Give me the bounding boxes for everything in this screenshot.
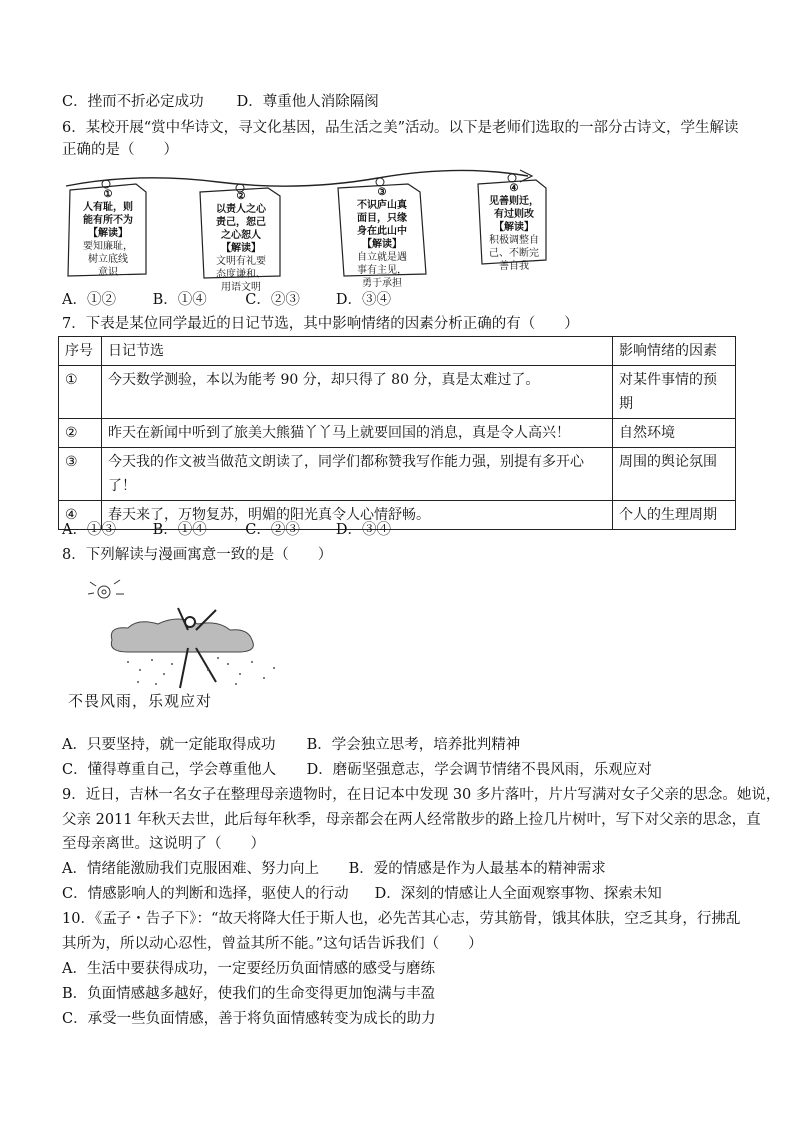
q10-option-c[interactable]: C．承受一些负面情感，善于将负面情感转变为成长的助力 [62, 1011, 436, 1027]
q10-option-b[interactable]: B．负面情感越多越好，使我们的生命变得更加饱满与丰盈 [62, 986, 436, 1002]
table-row [59, 419, 736, 448]
q6-option-b[interactable]: B．①④ [152, 292, 207, 308]
tag-3-num: ③ [377, 187, 387, 198]
row-text: 春天来了，万物复苏，明媚的阳光真令人心情舒畅。 [102, 501, 613, 530]
tag-1-line: 人有耻，则 [83, 202, 133, 213]
q8-option-c[interactable]: C．懂得尊重自己，学会尊重他人 [62, 762, 277, 778]
q9-option-b[interactable]: B．爱的情感是作为人最基本的精神需求 [348, 861, 606, 877]
tag-3-note: 自立就是遇 [357, 252, 407, 263]
tag-3-note: 事有主见， [357, 265, 407, 276]
rain-figure-icon [68, 578, 308, 690]
tag-3-line: 不识庐山真 [357, 200, 407, 211]
q7-option-a[interactable]: A．①③ [62, 522, 116, 538]
q6-tags-illustration [58, 164, 548, 293]
q10-stem-line2: 其所为，所以动心忍性，曾益其所不能。”这句话告诉我们（ ） [62, 936, 483, 952]
tag-4-note: 善自我 [499, 261, 529, 272]
tag-3-line: 面目，只缘 [357, 213, 407, 224]
row-factor: 周围的舆论氛围 [613, 448, 736, 501]
q9-option-a[interactable]: A．情绪能激励我们克服困难、努力向上 [62, 861, 319, 877]
tag-1-note-title: 【解读】 [88, 228, 128, 239]
q6-stem-line1: 6．某校开展“赏中华诗文，寻文化基因，品生活之美”活动。以下是老师们选取的一部分古诗文，学生解读 [62, 120, 739, 136]
tag-2-line: 责己，恕己 [216, 217, 266, 228]
q9-option-c[interactable]: C．情感影响人的判断和选择，驱使人的行动 [62, 886, 349, 902]
q5-option-c[interactable]: C．挫而不折必定成功 [62, 94, 204, 110]
tag-4-num: ④ [509, 183, 519, 194]
header-factor: 影响情绪的因素 [613, 337, 736, 366]
tag-2-note: 用语文明 [221, 282, 261, 293]
row-no: ③ [59, 448, 102, 501]
q7-stem: 7．下表是某位同学最近的日记节选，其中影响情绪的因素分析正确的有（ ） [62, 316, 579, 332]
tag-1-num: ① [103, 189, 113, 200]
q9-stem-line1: 9．近日，吉林一名女子在整理母亲遗物时，在日记本中发现 30 多片落叶，片片写满对女子父亲的思念。她说， [62, 787, 781, 803]
tag-3-line: 身在此山中 [357, 226, 407, 237]
tag-3-note-title: 【解读】 [362, 239, 402, 250]
q9-option-d[interactable]: D．深刻的情感让人全面观察事物、探索未知 [374, 886, 662, 902]
q7-option-d[interactable]: D．③④ [335, 522, 391, 538]
q9-stem-line2: 父亲 2011 年秋天去世，此后每年秋季，母亲都会在两人经常散步的路上捡几片树叶，写下对父亲的思念，直 [62, 812, 761, 828]
q7-option-b[interactable]: B．①④ [152, 522, 207, 538]
q8-option-d[interactable]: D．磨砺坚强意志，学会调节情绪不畏风雨，乐观应对 [306, 762, 652, 778]
tag-4-note: 积极调整自 [489, 235, 539, 246]
row-text: 今天我的作文被当做范文朗读了，同学们都称赞我写作能力强，别提有多开心了！ [102, 448, 613, 501]
tag-2-line: 以责人之心 [216, 204, 266, 215]
tag-2-note-title: 【解读】 [221, 243, 261, 254]
diary-table [58, 336, 736, 530]
table-row [59, 448, 736, 501]
tag-2-note: 文明有礼要 [216, 256, 266, 267]
q6-options-row [62, 290, 391, 310]
q8-option-b[interactable]: B．学会独立思考，培养批判精神 [306, 737, 521, 753]
cartoon-caption: 不畏风雨，乐观应对 [68, 692, 213, 710]
row-factor: 个人的生理周期 [613, 501, 736, 530]
q5-option-d[interactable]: D．尊重他人消除隔阂 [236, 94, 379, 110]
tag-1-note: 要知廉耻， [83, 241, 133, 252]
tag-2[interactable] [204, 190, 278, 294]
q6-option-c[interactable]: C．②③ [245, 292, 300, 308]
q9-stem-line3: 至母亲离世。这说明了（ ） [62, 836, 265, 852]
q8-options-row-2 [62, 760, 652, 780]
q6-stem-line2: 正确的是（ ） [62, 142, 178, 158]
tag-1[interactable] [72, 188, 144, 279]
tag-4-line: 见善则迁， [489, 196, 539, 207]
tag-3-note: 勇于承担 [362, 278, 402, 289]
tag-2-note: 态度谦和、 [216, 269, 266, 280]
table-row [59, 366, 736, 419]
q6-option-d[interactable]: D．③④ [335, 292, 391, 308]
tag-4-note: 己、不断完 [489, 248, 539, 259]
header-text: 日记节选 [102, 337, 613, 366]
q7-options-row [62, 520, 391, 540]
q5-options-row [62, 92, 379, 112]
tag-4-line: 有过则改 [494, 209, 534, 220]
tag-1-note: 意识 [98, 267, 118, 278]
row-no: ④ [59, 501, 102, 530]
tag-4-note-title: 【解读】 [494, 222, 534, 233]
cartoon-image [68, 578, 308, 710]
q8-option-a[interactable]: A．只要坚持，就一定能取得成功 [62, 737, 276, 753]
tag-4[interactable] [482, 182, 546, 273]
tag-2-num: ② [236, 191, 246, 202]
q9-options-row-1 [62, 859, 606, 879]
q8-stem: 8．下列解读与漫画寓意一致的是（ ） [62, 547, 333, 563]
q7-option-c[interactable]: C．②③ [245, 522, 300, 538]
row-no: ② [59, 419, 102, 448]
header-no: 序号 [59, 337, 102, 366]
row-factor: 对某件事情的预期 [613, 366, 736, 419]
q8-options-row-1 [62, 735, 520, 755]
q6-option-a[interactable]: A．①② [62, 292, 116, 308]
row-no: ① [59, 366, 102, 419]
tag-3[interactable] [344, 186, 420, 290]
tag-1-note: 树立底线 [88, 254, 128, 265]
q10-stem-line1: 10．《孟子・告子下》：“故天将降大任于斯人也，必先苦其心志，劳其筋骨，饿其体肤，空乏其身，行拂乱 [62, 911, 741, 927]
row-factor: 自然环境 [613, 419, 736, 448]
row-text: 昨天在新闻中听到了旅美大熊猫丫丫马上就要回国的消息，真是令人高兴！ [102, 419, 613, 448]
q10-option-a[interactable]: A．生活中要获得成功，一定要经历负面情感的感受与磨练 [62, 961, 435, 977]
row-text: 今天数学测验，本以为能考 90 分，却只得了 80 分，真是太难过了。 [102, 366, 613, 419]
tag-2-line: 之心恕人 [221, 230, 261, 241]
table-header-row [59, 337, 736, 366]
q9-options-row-2 [62, 884, 662, 904]
tag-1-line: 能有所不为 [83, 215, 133, 226]
